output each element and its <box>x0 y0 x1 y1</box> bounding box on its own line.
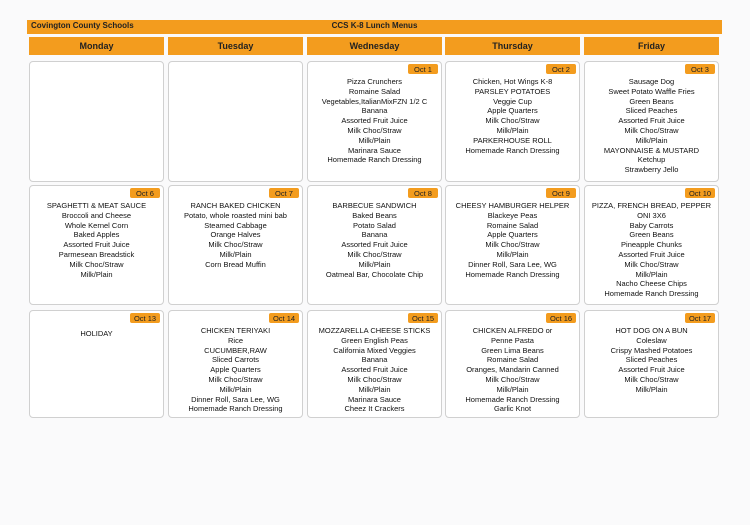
menu-items <box>448 77 577 155</box>
menu-day-cell <box>29 310 164 418</box>
menu-item: ONI 3X6 <box>637 210 666 220</box>
menu-item: Homemade Ranch Dressing <box>604 289 699 299</box>
menu-item: MOZZARELLA CHEESE STICKS <box>318 326 431 335</box>
menu-day-cell <box>307 310 442 418</box>
menu-item: Apple Quarters <box>487 106 538 116</box>
menu-item: PIZZA, FRENCH BREAD, PEPPER <box>591 201 712 210</box>
menu-day-cell <box>29 61 164 182</box>
menu-item: CHICKEN TERIYAKI <box>200 326 271 335</box>
menu-item: Romaine Salad <box>486 220 539 230</box>
menu-item: Pizza Crunchers <box>346 77 403 86</box>
menu-items <box>587 326 716 395</box>
district-name: Covington County Schools <box>31 21 134 30</box>
menu-item: Garlic Knot <box>493 404 532 414</box>
menu-item: Assorted Fruit Juice <box>618 116 685 126</box>
menu-day-cell <box>445 185 580 305</box>
menu-item: Oatmeal Bar, Chocolate Chip <box>325 269 424 279</box>
menu-item: Nacho Cheese Chips <box>616 279 687 289</box>
menu-item: Milk Choc/Straw <box>208 374 263 384</box>
menu-item: Milk/Plain <box>219 249 252 259</box>
menu-item: Homemade Ranch Dressing <box>465 145 560 155</box>
menu-item: Milk/Plain <box>80 269 113 279</box>
menu-item: Baked Apples <box>73 230 120 240</box>
menu-item: Assorted Fruit Juice <box>63 240 130 250</box>
menu-day-cell <box>29 185 164 305</box>
menu-item: Corn Bread Muffin <box>205 259 266 269</box>
menu-item: Homemade Ranch Dressing <box>465 394 560 404</box>
menu-item: Milk/Plain <box>496 249 529 259</box>
date-badge: Oct 14 <box>269 313 299 323</box>
date-badge: Oct 2 <box>546 64 576 74</box>
menu-item: Milk/Plain <box>358 135 391 145</box>
menu-item: Green English Peas <box>341 335 408 345</box>
menu-item: Milk Choc/Straw <box>485 374 540 384</box>
menu-item: Green Beans <box>629 96 674 106</box>
menu-item: Sliced Peaches <box>625 106 678 116</box>
menu-item: Green Beans <box>629 230 674 240</box>
menu-item: HOT DOG ON A BUN <box>615 326 688 335</box>
menu-item: Veggie Cup <box>493 96 532 106</box>
menu-items <box>310 201 439 279</box>
menu-items <box>448 326 577 414</box>
menu-item: Assorted Fruit Juice <box>341 365 408 375</box>
menu-item: Assorted Fruit Juice <box>341 240 408 250</box>
menu-item: Assorted Fruit Juice <box>618 365 685 375</box>
menu-item: Milk Choc/Straw <box>69 259 124 269</box>
menu-day-cell <box>168 185 303 305</box>
menu-day-cell <box>584 185 719 305</box>
date-badge: Oct 9 <box>546 188 576 198</box>
menu-item: Dinner Roll, Sara Lee, WG <box>468 259 557 269</box>
menu-item: Apple Quarters <box>210 365 261 375</box>
menu-item: Parmesean Breadstick <box>58 249 135 259</box>
menu-item: Ketchup <box>637 155 666 165</box>
menu-item: CUCUMBER,RAW <box>204 345 267 355</box>
menu-item: SPAGHETTI & MEAT SAUCE <box>46 201 147 210</box>
day-header-tuesday: Tuesday <box>168 37 303 55</box>
menu-item: RANCH BAKED CHICKEN <box>190 201 281 210</box>
title-bar <box>27 20 722 34</box>
menu-item: Pineapple Chunks <box>621 240 682 250</box>
menu-item: HOLIDAY <box>80 329 113 338</box>
menu-day-cell <box>307 61 442 182</box>
menu-title: CCS K-8 Lunch Menus <box>331 21 418 30</box>
menu-item: Milk/Plain <box>635 135 668 145</box>
menu-item: Banana <box>361 230 388 240</box>
menu-item: Romaine Salad <box>348 86 401 96</box>
day-header-wednesday: Wednesday <box>307 37 442 55</box>
menu-day-cell <box>584 310 719 418</box>
date-badge: Oct 8 <box>408 188 438 198</box>
menu-item: Milk/Plain <box>496 384 529 394</box>
date-badge: Oct 16 <box>546 313 576 323</box>
menu-items <box>587 201 716 299</box>
menu-item: Milk Choc/Straw <box>485 240 540 250</box>
menu-item: Homemade Ranch Dressing <box>188 404 283 414</box>
menu-item: Milk Choc/Straw <box>624 125 679 135</box>
menu-item: Oranges, Mandarin Canned <box>466 365 559 375</box>
menu-item: Blackeye Peas <box>487 210 538 220</box>
menu-item: BARBECUE SANDWICH <box>332 201 417 210</box>
menu-item: Homemade Ranch Dressing <box>327 155 422 165</box>
menu-item: Romaine Salad <box>486 355 539 365</box>
menu-item: Green Lima Beans <box>481 345 544 355</box>
menu-item: Sliced Carrots <box>211 355 260 365</box>
menu-item: MAYONNAISE & MUSTARD <box>603 145 700 155</box>
date-badge: Oct 7 <box>269 188 299 198</box>
menu-items <box>171 201 300 270</box>
menu-item: CHEESY HAMBURGER HELPER <box>455 201 570 210</box>
menu-items <box>171 326 300 414</box>
menu-item: Milk Choc/Straw <box>347 125 402 135</box>
menu-day-cell <box>445 61 580 182</box>
date-badge: Oct 10 <box>685 188 715 198</box>
menu-day-cell <box>445 310 580 418</box>
menu-item: PARKERHOUSE ROLL <box>473 135 552 145</box>
menu-item: Milk Choc/Straw <box>624 259 679 269</box>
menu-item: Milk/Plain <box>635 269 668 279</box>
menu-item: CHICKEN ALFREDO or <box>472 326 553 335</box>
menu-item: Marinara Sauce <box>348 394 401 404</box>
menu-item: California Mixed Veggies <box>333 345 416 355</box>
date-badge: Oct 6 <box>130 188 160 198</box>
date-badge: Oct 17 <box>685 313 715 323</box>
menu-item: Milk Choc/Straw <box>208 240 263 250</box>
menu-item: Banana <box>361 106 388 116</box>
menu-item: Milk/Plain <box>219 384 252 394</box>
menu-day-cell <box>168 61 303 182</box>
menu-item: Vegetables,ItalianMixFZN 1/2 C <box>321 96 428 106</box>
menu-item: Assorted Fruit Juice <box>341 116 408 126</box>
menu-item: Chicken, Hot Wings K-8 <box>472 77 553 86</box>
menu-items <box>448 201 577 279</box>
menu-item: Dinner Roll, Sara Lee, WG <box>191 394 280 404</box>
menu-day-cell <box>168 310 303 418</box>
menu-item: Penne Pasta <box>491 335 534 345</box>
menu-item: Milk/Plain <box>496 125 529 135</box>
menu-item: Apple Quarters <box>487 230 538 240</box>
date-badge: Oct 15 <box>408 313 438 323</box>
menu-item: Milk Choc/Straw <box>347 374 402 384</box>
menu-items <box>310 326 439 414</box>
menu-item: Steamed Cabbage <box>204 220 267 230</box>
menu-item: PARSLEY POTATOES <box>474 86 551 96</box>
date-badge: Oct 3 <box>685 64 715 74</box>
date-badge: Oct 1 <box>408 64 438 74</box>
menu-day-cell <box>307 185 442 305</box>
menu-item: Coleslaw <box>636 335 667 345</box>
day-header-thursday: Thursday <box>445 37 580 55</box>
menu-item: Sausage Dog <box>628 77 675 86</box>
menu-items <box>587 77 716 175</box>
menu-items <box>32 201 161 279</box>
menu-items <box>310 77 439 165</box>
menu-item: Baked Beans <box>352 210 397 220</box>
menu-item: Milk Choc/Straw <box>624 374 679 384</box>
menu-item: Milk/Plain <box>358 384 391 394</box>
menu-item: Sweet Potato Waffle Fries <box>608 86 695 96</box>
menu-item: Rice <box>227 335 243 345</box>
menu-item: Milk/Plain <box>635 384 668 394</box>
menu-item: Potato, whole roasted mini bab <box>184 210 287 220</box>
menu-item: Milk Choc/Straw <box>347 249 402 259</box>
menu-item: Assorted Fruit Juice <box>618 249 685 259</box>
day-header-monday: Monday <box>29 37 164 55</box>
menu-item: Strawberry Jello <box>624 165 679 175</box>
date-badge: Oct 13 <box>130 313 160 323</box>
menu-item: Homemade Ranch Dressing <box>465 269 560 279</box>
menu-item: Marinara Sauce <box>348 145 401 155</box>
menu-item: Crispy Mashed Potatoes <box>610 345 693 355</box>
menu-item: Whole Kernel Corn <box>64 220 129 230</box>
day-header-friday: Friday <box>584 37 719 55</box>
menu-item: Milk Choc/Straw <box>485 116 540 126</box>
menu-item: Potato Salad <box>353 220 396 230</box>
menu-day-cell <box>584 61 719 182</box>
menu-item: Sliced Peaches <box>625 355 678 365</box>
menu-items <box>32 329 161 339</box>
menu-item: Banana <box>361 355 388 365</box>
menu-item: Orange Halves <box>210 230 261 240</box>
menu-item: Broccoli and Cheese <box>61 210 132 220</box>
menu-item: Cheez It Crackers <box>344 404 405 414</box>
menu-item: Baby Carrots <box>629 220 674 230</box>
menu-item: Milk/Plain <box>358 259 391 269</box>
